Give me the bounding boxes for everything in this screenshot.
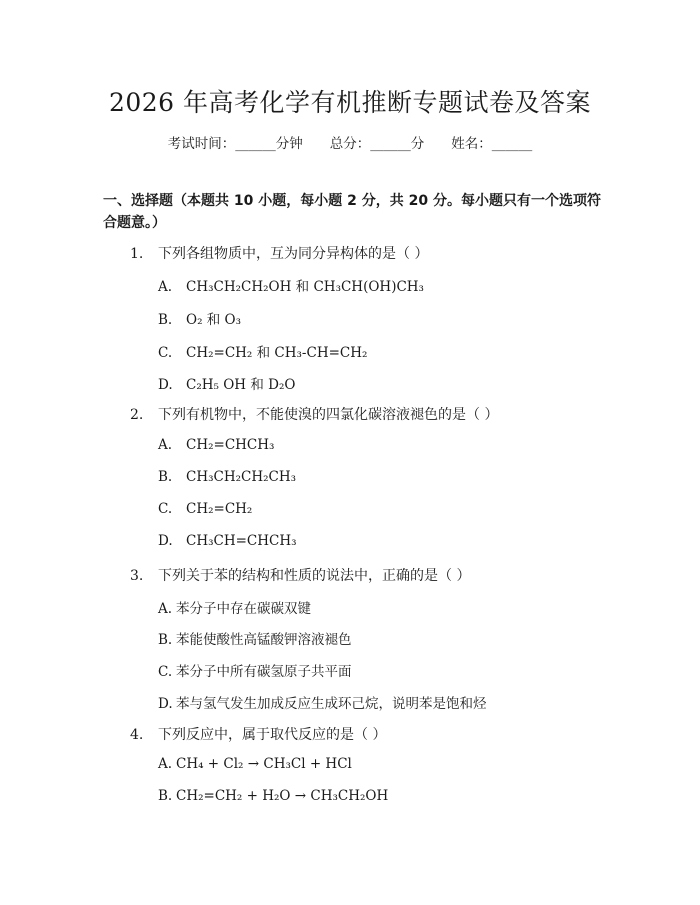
option-text: 苯分子中所有碳氢原子共平面 — [176, 664, 352, 680]
option-text: C₂H₅ OH 和 D₂O — [186, 377, 296, 393]
option-label: A. — [158, 437, 173, 453]
option-label: B. — [158, 469, 173, 485]
question-number: 1. — [130, 246, 144, 262]
option-label: A. — [158, 756, 173, 772]
question-1 — [130, 243, 428, 263]
option-label: D. — [158, 696, 173, 712]
question-stem: 下列各组物质中，互为同分异构体的是（ ） — [158, 246, 429, 262]
option-label: A. — [158, 601, 173, 617]
exam-meta-line: 考试时间：______分钟 总分：______分 姓名：______ — [167, 136, 533, 152]
option-1a — [158, 275, 424, 295]
question-number: 2. — [130, 407, 144, 423]
option-3a — [158, 597, 311, 617]
option-text: CH₄ + Cl₂ → CH₃Cl + HCl — [176, 756, 352, 772]
question-number: 4. — [130, 727, 144, 743]
option-4a — [158, 756, 352, 772]
option-1d — [158, 373, 295, 393]
option-text: CH₃CH₂CH₂OH 和 CH₃CH(OH)CH₃ — [186, 279, 424, 295]
option-label: D. — [158, 533, 173, 549]
question-3 — [130, 565, 470, 585]
option-text: 苯与氢气发生加成反应生成环己烷，说明苯是饱和烃 — [176, 696, 487, 712]
option-text: CH₂=CHCH₃ — [186, 437, 275, 453]
option-text: 苯能使酸性高锰酸钾溶液褪色 — [176, 632, 352, 648]
option-text: CH₃CH₂CH₂CH₃ — [186, 469, 297, 485]
question-4 — [130, 724, 386, 744]
option-text: CH₂=CH₂ — [186, 501, 253, 517]
question-stem: 下列关于苯的结构和性质的说法中，正确的是（ ） — [158, 568, 471, 584]
option-text: 苯分子中存在碳碳双键 — [176, 601, 311, 617]
option-text: CH₂=CH₂ + H₂O → CH₃CH₂OH — [176, 788, 389, 804]
page-title: 2026 年高考化学有机推断专题试卷及答案 — [108, 88, 592, 117]
option-3d — [158, 692, 487, 712]
option-2a — [158, 437, 274, 453]
option-label: B. — [158, 632, 173, 648]
option-1c — [158, 341, 367, 361]
option-label: C. — [158, 664, 173, 680]
question-number: 3. — [130, 568, 144, 584]
option-text: CH₃CH=CHCH₃ — [186, 533, 297, 549]
option-2d — [158, 533, 297, 549]
option-3c — [158, 660, 352, 680]
question-stem: 下列有机物中，不能使溴的四氯化碳溶液褪色的是（ ） — [158, 407, 499, 423]
option-label: D. — [158, 377, 173, 393]
option-1b — [158, 308, 241, 328]
option-3b — [158, 628, 352, 648]
option-label: A. — [158, 279, 173, 295]
option-label: C. — [158, 345, 173, 361]
option-text: CH₂=CH₂ 和 CH₃-CH=CH₂ — [186, 345, 368, 361]
option-4b — [158, 788, 388, 804]
option-text: O₂ 和 O₃ — [186, 312, 242, 328]
option-2b — [158, 469, 296, 485]
option-label: C. — [158, 501, 173, 517]
option-label: B. — [158, 312, 173, 328]
section-heading: 一、选择题（本题共 10 小题，每小题 2 分，共 20 分。每小题只有一个选项符合题意。） — [103, 193, 601, 231]
option-2c — [158, 501, 252, 517]
question-2 — [130, 404, 498, 424]
option-label: B. — [158, 788, 173, 804]
question-stem: 下列反应中，属于取代反应的是（ ） — [158, 727, 387, 743]
